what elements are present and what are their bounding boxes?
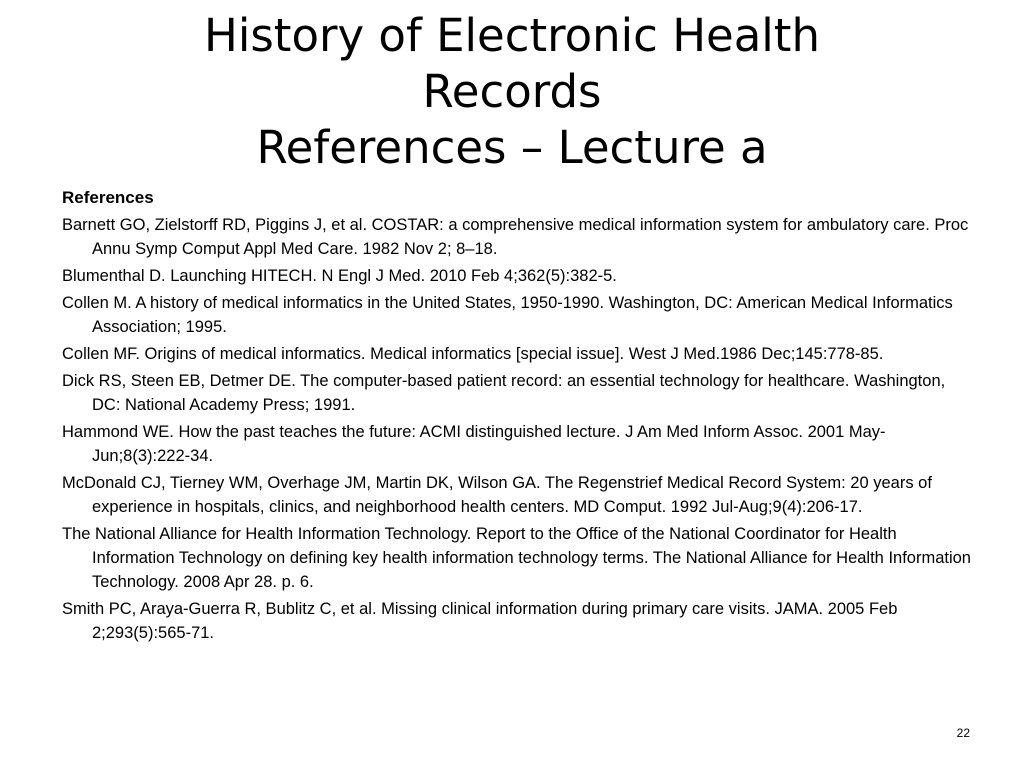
reference-item: Hammond WE. How the past teaches the future: ACMI distinguished lecture. J Am Med Inform Assoc. 2001 May-Jun;8(3):222-34. [62, 423, 886, 465]
reference-item: Barnett GO, Zielstorff RD, Piggins J, et al. COSTAR: a comprehensive medical information system for ambulatory care. Proc Annu Symp Comput Appl Med Care. 1982 Nov 2; 8–18. [62, 216, 969, 258]
reference-item: Smith PC, Araya-Guerra R, Bublitz C, et al. Missing clinical information during primary care visits. JAMA. 2005 Feb 2;293(5):565-71. [62, 600, 898, 642]
reference-item: Blumenthal D. Launching HITECH. N Engl J Med. 2010 Feb 4;362(5):382-5. [62, 267, 617, 285]
slide-title [62, 8, 962, 176]
references-section [62, 186, 972, 648]
references-heading: References [62, 188, 154, 207]
title-line: References – Lecture a [256, 121, 768, 174]
reference-item: The National Alliance for Health Information Technology. Report to the Office of the National Coordinator for Health Information Technology on defining key health information technology terms. The National Alliance for Health Information Technology. 2008 Apr 28. p. 6. [62, 525, 971, 591]
title-line: History of Electronic Health [204, 9, 820, 62]
reference-item: Dick RS, Steen EB, Detmer DE. The computer-based patient record: an essential technology for healthcare. Washington, DC: National Academy Press; 1991. [62, 372, 946, 414]
references-list [62, 213, 972, 645]
title-line: Records [422, 65, 602, 118]
reference-item: Collen M. A history of medical informatics in the United States, 1950-1990. Washington, DC: American Medical Informatics Association; 1995. [62, 294, 953, 336]
reference-item: Collen MF. Origins of medical informatics. Medical informatics [special issue]. West J Med.1986 Dec;145:778-85. [62, 345, 884, 363]
page-number: 22 [956, 726, 970, 740]
reference-item: McDonald CJ, Tierney WM, Overhage JM, Martin DK, Wilson GA. The Regenstrief Medical Record System: 20 years of experience in hospitals, clinics, and neighborhood health centers. MD Comput. 1992 Jul-Aug;9(4):206-17. [62, 474, 932, 516]
